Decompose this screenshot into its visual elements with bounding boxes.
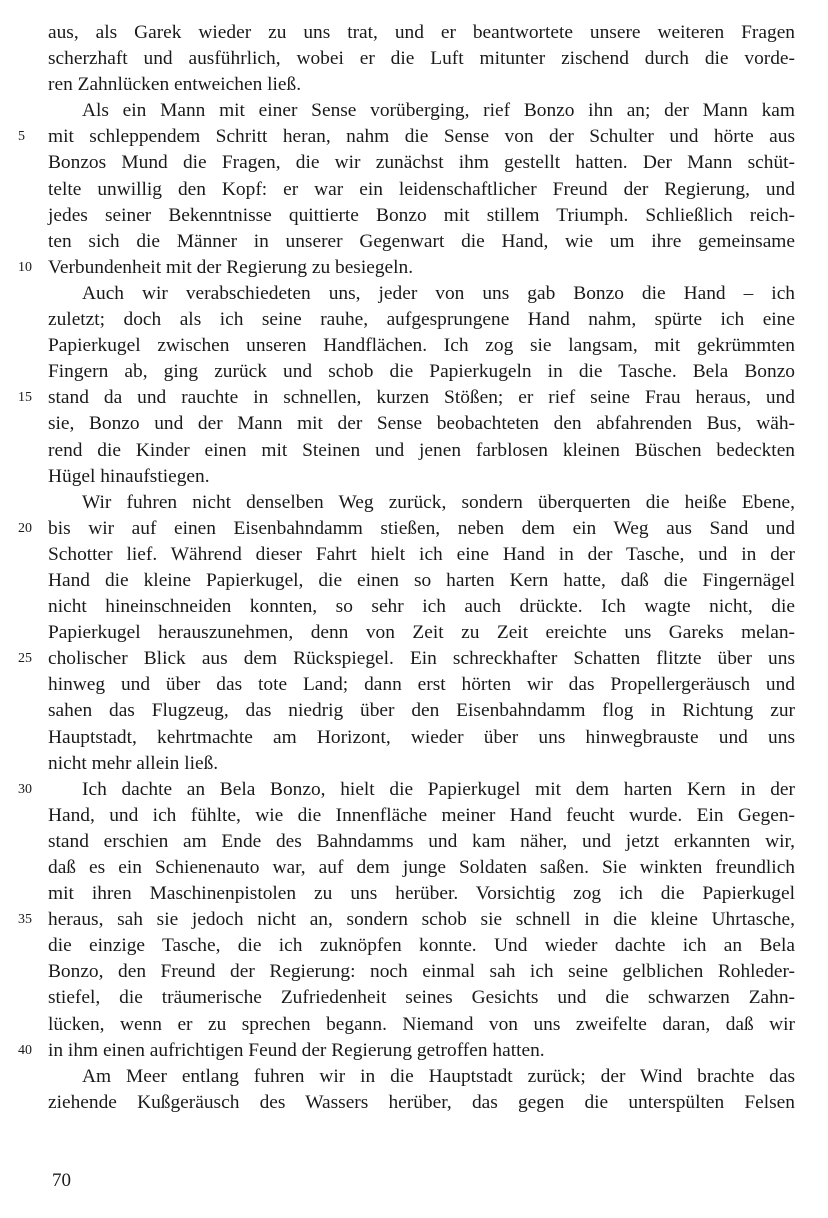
line-text: telte unwillig den Kopf: er war ein leidenschaftlicher Freund der Regierung, und [48, 178, 795, 200]
paragraph [18, 281, 795, 490]
text-line [18, 907, 795, 933]
text-line [18, 1038, 795, 1064]
text-line [48, 177, 795, 203]
text-line [48, 933, 795, 959]
text-line [18, 646, 795, 672]
line-text: stand erschien am Ende des Bahndamms und kam näher, und jetzt erkannten wir, [48, 830, 795, 852]
line-text: stiefel, die träumerische Zufriedenheit seines Gesichts und die schwarzen Zahn- [48, 987, 795, 1009]
text-line [48, 411, 795, 437]
line-text: die einzige Tasche, die ich zuknöpfen konnte. Und wieder dachte ich an Bela [48, 935, 795, 957]
text-line [48, 725, 795, 751]
text-line [18, 255, 795, 281]
text-line [48, 281, 795, 307]
text-line [48, 542, 795, 568]
text-line [48, 490, 795, 516]
line-text: nicht mehr allein ließ. [48, 752, 219, 774]
line-text: Schotter lief. Während dieser Fahrt hielt ich eine Hand in der Tasche, und in der [48, 543, 795, 565]
text-line [48, 359, 795, 385]
line-text: Als ein Mann mit einer Sense vorüberging, rief Bonzo ihn an; der Mann kam [82, 100, 795, 122]
line-text: sahen das Flugzeug, das niedrig über den Eisenbahndamm flog in Richtung zur [48, 700, 795, 722]
paragraph [18, 777, 795, 1064]
line-text: Ich dachte an Bela Bonzo, hielt die Papierkugel mit dem harten Kern in der [82, 778, 795, 800]
text-line [18, 124, 795, 150]
line-number: 30 [18, 781, 32, 797]
text-line [48, 1064, 795, 1090]
line-number: 20 [18, 520, 32, 536]
page-number: 70 [52, 1170, 71, 1191]
line-text: cholischer Blick aus dem Rückspiegel. Ein schreckhafter Schatten flitzte über uns [48, 648, 795, 670]
text-line [48, 698, 795, 724]
line-text: Hand, und ich fühlte, wie die Innenfläche meiner Hand feucht wurde. Ein Gegen- [48, 804, 795, 826]
text-line [48, 829, 795, 855]
text-line [48, 150, 795, 176]
text-line [48, 72, 795, 98]
line-number: 5 [18, 129, 25, 145]
line-number: 15 [18, 390, 32, 406]
line-number: 25 [18, 651, 32, 667]
body-text [18, 20, 795, 1116]
line-text: in ihm einen aufrichtigen Feund der Regierung getroffen hatten. [48, 1039, 545, 1061]
text-line [48, 672, 795, 698]
line-text: ziehende Kußgeräusch des Wassers herüber, das gegen die unterspülten Felsen [48, 1091, 795, 1113]
paragraph [18, 98, 795, 281]
text-line [18, 385, 795, 411]
line-number: 40 [18, 1042, 32, 1058]
line-text: Auch wir verabschiedeten uns, jeder von uns gab Bonzo die Hand – ich [82, 282, 795, 304]
text-line [48, 881, 795, 907]
paragraph [48, 20, 795, 98]
text-line [18, 516, 795, 542]
text-line [48, 307, 795, 333]
text-line [48, 803, 795, 829]
line-text: ren Zahnlücken entweichen ließ. [48, 74, 302, 96]
text-line [48, 985, 795, 1011]
line-number: 10 [18, 259, 32, 275]
text-line [48, 333, 795, 359]
line-text: mit ihren Maschinenpistolen zu uns herüber. Vorsichtig zog ich die Papierkugel [48, 883, 795, 905]
line-text: ten sich die Männer in unserer Gegenwart die Hand, wie um ihre gemeinsame [48, 230, 795, 252]
text-line [48, 594, 795, 620]
text-line [48, 620, 795, 646]
line-text: Verbundenheit mit der Regierung zu besiegeln. [48, 256, 414, 278]
line-text: scherzhaft und ausführlich, wobei er die Luft mitunter zischend durch die vorde- [48, 48, 795, 70]
text-line [48, 855, 795, 881]
line-text: Wir fuhren nicht denselben Weg zurück, sondern überquerten die heiße Ebene, [82, 491, 795, 513]
paragraph [18, 490, 795, 777]
line-text: bis wir auf einen Eisenbahndamm stießen, neben dem ein Weg aus Sand und [48, 517, 795, 539]
line-text: daß es ein Schienenauto war, auf dem junge Soldaten saßen. Sie winkten freundlich [48, 857, 795, 878]
text-line [48, 20, 795, 46]
text-line [48, 438, 795, 464]
text-line [48, 1012, 795, 1038]
line-text: lücken, wenn er zu sprechen begann. Niemand von uns zweifelte daran, daß wir [48, 1013, 795, 1035]
line-text: heraus, sah sie jedoch nicht an, sondern schob sie schnell in die kleine Uhrtasche, [48, 909, 795, 931]
text-line [48, 464, 795, 490]
line-text: Hauptstadt, kehrtmachte am Horizont, wieder über uns hinwegbrauste und uns [48, 726, 795, 748]
text-line [48, 568, 795, 594]
line-text: Fingern ab, ging zurück und schob die Papierkugeln in die Tasche. Bela Bonzo [48, 361, 795, 383]
line-text: Bonzo, den Freund der Regierung: noch einmal sah ich seine gelblichen Rohleder- [48, 961, 795, 983]
line-text: Hügel hinaufstiegen. [48, 465, 210, 487]
line-text: Bonzos Mund die Fragen, die wir zunächst ihm gestellt hatten. Der Mann schüt- [48, 152, 795, 174]
line-text: aus, als Garek wieder zu uns trat, und er beantwortete unsere weiteren Fragen [48, 22, 795, 43]
line-text: mit schleppendem Schritt heran, nahm die Sense von der Schulter und hörte aus [48, 126, 795, 148]
line-text: sie, Bonzo und der Mann mit der Sense beobachteten den abfahrenden Bus, wäh- [48, 413, 795, 435]
text-line [48, 203, 795, 229]
text-line [48, 959, 795, 985]
line-text: zuletzt; doch als ich seine rauhe, aufgesprungene Hand nahm, spürte ich eine [48, 309, 795, 331]
line-text: rend die Kinder einen mit Steinen und jenen farblosen kleinen Büschen bedeckten [48, 439, 795, 461]
line-text: jedes seiner Bekenntnisse quittierte Bonzo mit stillem Triumph. Schließlich reich- [48, 204, 795, 226]
text-line [18, 777, 795, 803]
line-text: hinweg und über das tote Land; dann erst hörten wir das Propellergeräusch und [48, 674, 795, 696]
line-text: Papierkugel zwischen unseren Handflächen. Ich zog sie langsam, mit gekrümmten [48, 335, 795, 357]
text-line [48, 229, 795, 255]
line-text: stand da und rauchte in schnellen, kurzen Stößen; er rief seine Frau heraus, und [48, 387, 795, 409]
line-text: Am Meer entlang fuhren wir in die Hauptstadt zurück; der Wind brachte das [82, 1065, 795, 1087]
paragraph [48, 1064, 795, 1116]
line-text: Hand die kleine Papierkugel, die einen so harten Kern hatte, daß die Fingernägel [48, 569, 795, 591]
text-line [48, 98, 795, 124]
text-line [48, 751, 795, 777]
text-line [48, 46, 795, 72]
text-line [48, 1090, 795, 1116]
line-text: nicht hineinschneiden konnten, so sehr ich auch drückte. Ich wagte nicht, die [48, 596, 795, 618]
line-number: 35 [18, 912, 32, 928]
line-text: Papierkugel herauszunehmen, denn von Zeit zu Zeit ereichte uns Gareks melan- [48, 622, 795, 644]
